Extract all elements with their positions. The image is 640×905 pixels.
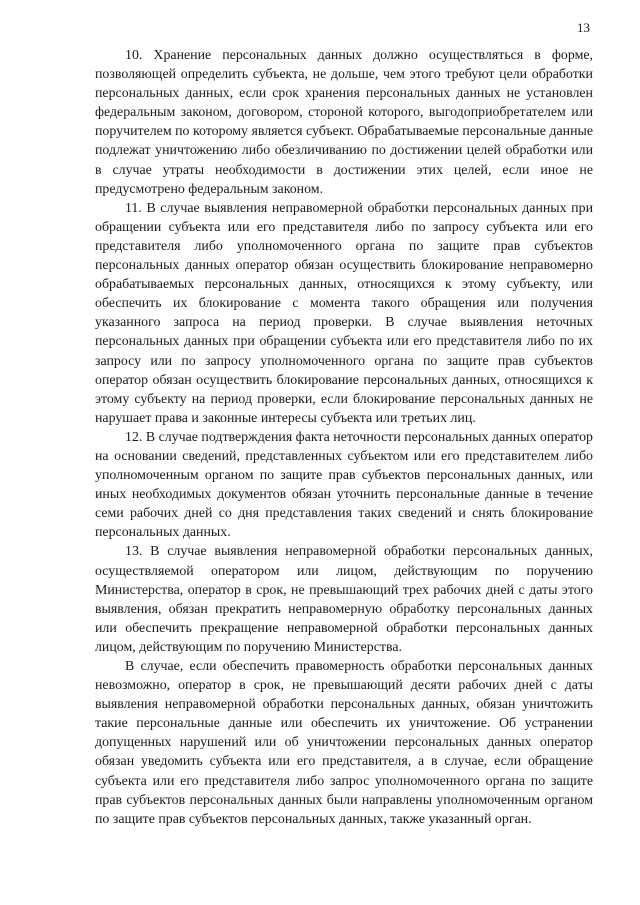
page-number: 13 <box>577 20 590 35</box>
paragraph-13-continuation: В случае, если обеспечить правомерность обработки персональных данных невозможно, оператор в срок, не превышающий десяти рабочих дней с даты выявления неправомерной обработки персональных данных, обязан уничтожить такие персональные данные или обеспечить их уничтожение. Об устранении допущенных нарушений или об уничтожении персональных данных оператор обязан уведомить субъекта или его представителя, а в случае, если обращение субъекта или его представителя либо запрос уполномоченного органа по защите прав субъектов персональных данных были направлены уполномоченным органом по защите прав субъектов персональных данных, также указанный орган. <box>95 659 593 827</box>
paragraph-13: 13. В случае выявления неправомерной обработки персональных данных, осуществляемой оператором или лицом, действующим по поручению Министерства, оператор в срок, не превышающий трех рабочих дней с даты этого выявления, обязан прекратить неправомерную обработку персональных данных или обеспечить прекращение неправомерной обработки персональных данных лицом, действующим по поручению Министерства. <box>95 544 593 655</box>
paragraph-12: 12. В случае подтверждения факта неточности персональных данных оператор на основании сведений, представленных субъектом или его представителем либо уполномоченным органом по защите прав субъектов персональных данных, или иных необходимых документов обязан уточнить персональные данные в течение семи рабочих дней со дня представления таких сведений и снять блокирование персональных данных. <box>95 429 593 541</box>
paragraph-11: 11. В случае выявления неправомерной обработки персональных данных при обращении субъекта или его представителя либо по запросу субъекта или его представителя либо уполномоченного органа по защите прав субъектов персональных данных оператор обязан осуществить блокирование неправомерно обрабатываемых персональных данных, относящихся к этому субъекту, или обеспечить их блокирование с момента такого обращения или получения указанного запроса на период проверки. В случае выявления неточных персональных данных при обращении субъекта или его представителя либо по их запросу или по запросу уполномоченного органа по защите прав субъектов оператор обязан осуществить блокирование персональных данных, относящихся к этому субъекту на период проверки, если блокирование персональных данных не нарушает права и законные интересы субъекта или третьих лиц. <box>95 200 593 426</box>
paragraph-10: 10. Хранение персональных данных должно осуществляться в форме, позволяющей определить субъекта, не дольше, чем этого требуют цели обработки персональных данных, если срок хранения персональных данных не установлен федеральным законом, договором, стороной которого, выгодоприобретателем или поручителем по которому является субъект. Обрабатываемые персональные данные подлежат уничтожению либо обезличиванию по достижении целей обработки или в случае утраты необходимости в достижении этих целей, если иное не предусмотрено федеральным законом. <box>95 48 593 197</box>
document-body <box>95 46 593 829</box>
